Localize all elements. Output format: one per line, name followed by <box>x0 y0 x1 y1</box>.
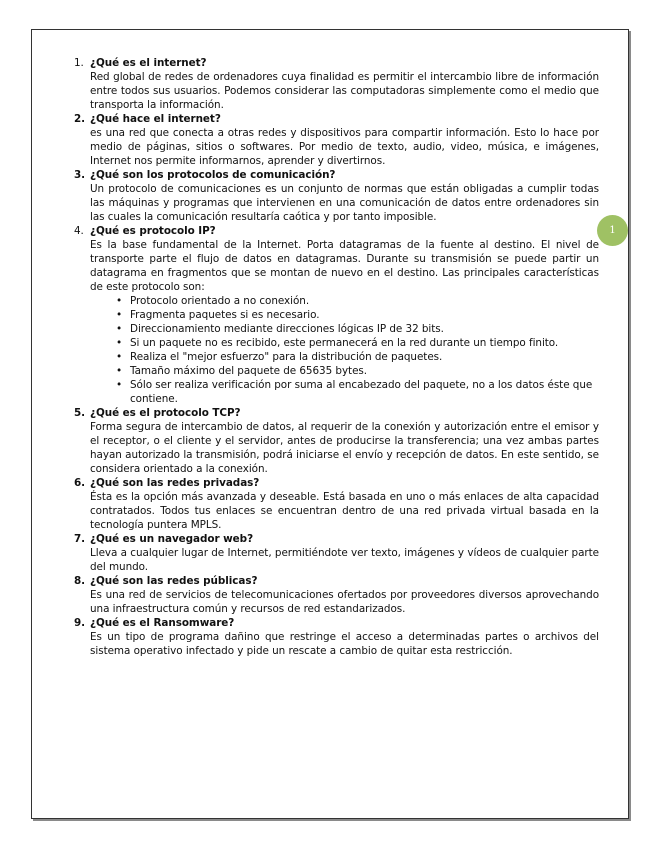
bullet-list <box>90 294 599 406</box>
answer-text: es una red que conecta a otras redes y dispositivos para compartir información. Esto lo hace por medio de páginas, sitios o softwares. Por medio de texto, audio, video, música, e imágenes, Internet nos permite informarnos, aprender y divertirnos. <box>90 127 599 167</box>
question-list <box>74 56 599 658</box>
question-item <box>74 56 599 112</box>
answer-text: Es un tipo de programa dañino que restringe el acceso a determinadas partes o archivos del sistema operativo infectado y pide un rescate a cambio de quitar esta restricción. <box>90 631 599 657</box>
question-title: ¿Qué son los protocolos de comunicación? <box>90 169 336 181</box>
question-title: ¿Qué es el protocolo TCP? <box>90 407 241 419</box>
question-item <box>74 476 599 532</box>
answer-text: Es la base fundamental de la Internet. Porta datagramas de la fuente al destino. El nivel de transporte parte el flujo de datos en datagramas. Durante su transmisión se puede partir un datagrama en fragmentos que se montan de nuevo en el destino. Las principales características de este protocolo son: <box>90 239 599 293</box>
question-number: 1. <box>74 57 84 69</box>
question-number: 7. <box>74 533 86 545</box>
question-title: ¿Qué son las redes privadas? <box>90 477 260 489</box>
question-item <box>74 532 599 574</box>
answer-text: Un protocolo de comunicaciones es un conjunto de normas que están obligadas a cumplir todas las máquinas y programas que intervienen en una comunicación de datos entre ordenadores sin las cuales la comunicación resultaría caótica y por tanto imposible. <box>90 183 599 223</box>
bullet-item: • Sólo ser realiza verificación por suma al encabezado del paquete, no a los datos éste que contiene. <box>116 378 599 406</box>
question-number: 9. <box>74 617 86 629</box>
question-number: 8. <box>74 575 86 587</box>
question-item <box>74 616 599 658</box>
question-item <box>74 168 599 224</box>
question-number: 5. <box>74 407 86 419</box>
comment-marker[interactable]: 1 <box>597 215 628 246</box>
question-number: 4. <box>74 225 84 237</box>
question-title: ¿Qué es un navegador web? <box>90 533 254 545</box>
question-title: ¿Qué hace el internet? <box>90 113 221 125</box>
bullet-item: • Tamaño máximo del paquete de 65635 bytes. <box>116 364 599 378</box>
question-number: 2. <box>74 113 86 125</box>
bullet-item: • Protocolo orientado a no conexión. <box>116 294 599 308</box>
question-item <box>74 224 599 406</box>
bullet-item: • Direccionamiento mediante direcciones lógicas IP de 32 bits. <box>116 322 599 336</box>
bullet-item: • Si un paquete no es recibido, este permanecerá en la red durante un tiempo finito. <box>116 336 599 350</box>
question-item <box>74 574 599 616</box>
question-item <box>74 406 599 476</box>
question-title: ¿Qué es protocolo IP? <box>90 225 216 237</box>
answer-text: Ésta es la opción más avanzada y deseable. Está basada en uno o más enlaces de alta capacidad contratados. Todos tus enlaces se encuentran dentro de una red privada virtual basada en la tecnología puntera MPLS. <box>90 491 599 531</box>
question-number: 6. <box>74 477 86 489</box>
bullet-item: • Fragmenta paquetes si es necesario. <box>116 308 599 322</box>
answer-text: Es una red de servicios de telecomunicaciones ofertados por proveedores diversos aprovechando una infraestructura común y recursos de red estandarizados. <box>90 589 599 615</box>
document-page <box>31 29 629 819</box>
question-title: ¿Qué es el Ransomware? <box>90 617 235 629</box>
question-title: ¿Qué son las redes públicas? <box>90 575 258 587</box>
question-title: ¿Qué es el internet? <box>90 57 207 69</box>
answer-text: Red global de redes de ordenadores cuya finalidad es permitir el intercambio libre de información entre todos sus usuarios. Podemos considerar las computadoras simplemente como el medio que transporta la información. <box>90 71 599 111</box>
question-item <box>74 112 599 168</box>
question-number: 3. <box>74 169 86 181</box>
answer-text: Lleva a cualquier lugar de Internet, permitiéndote ver texto, imágenes y vídeos de cualquier parte del mundo. <box>90 547 599 573</box>
answer-text: Forma segura de intercambio de datos, al requerir de la conexión y autorización entre el emisor y el receptor, o el cliente y el servidor, antes de producirse la transferencia; una vez ambas partes hayan autorizado la transmisión, podrá iniciarse el envío y recepción de datos. En este sentido, se considera orientado a la conexión. <box>90 421 599 475</box>
bullet-item: • Realiza el "mejor esfuerzo" para la distribución de paquetes. <box>116 350 599 364</box>
